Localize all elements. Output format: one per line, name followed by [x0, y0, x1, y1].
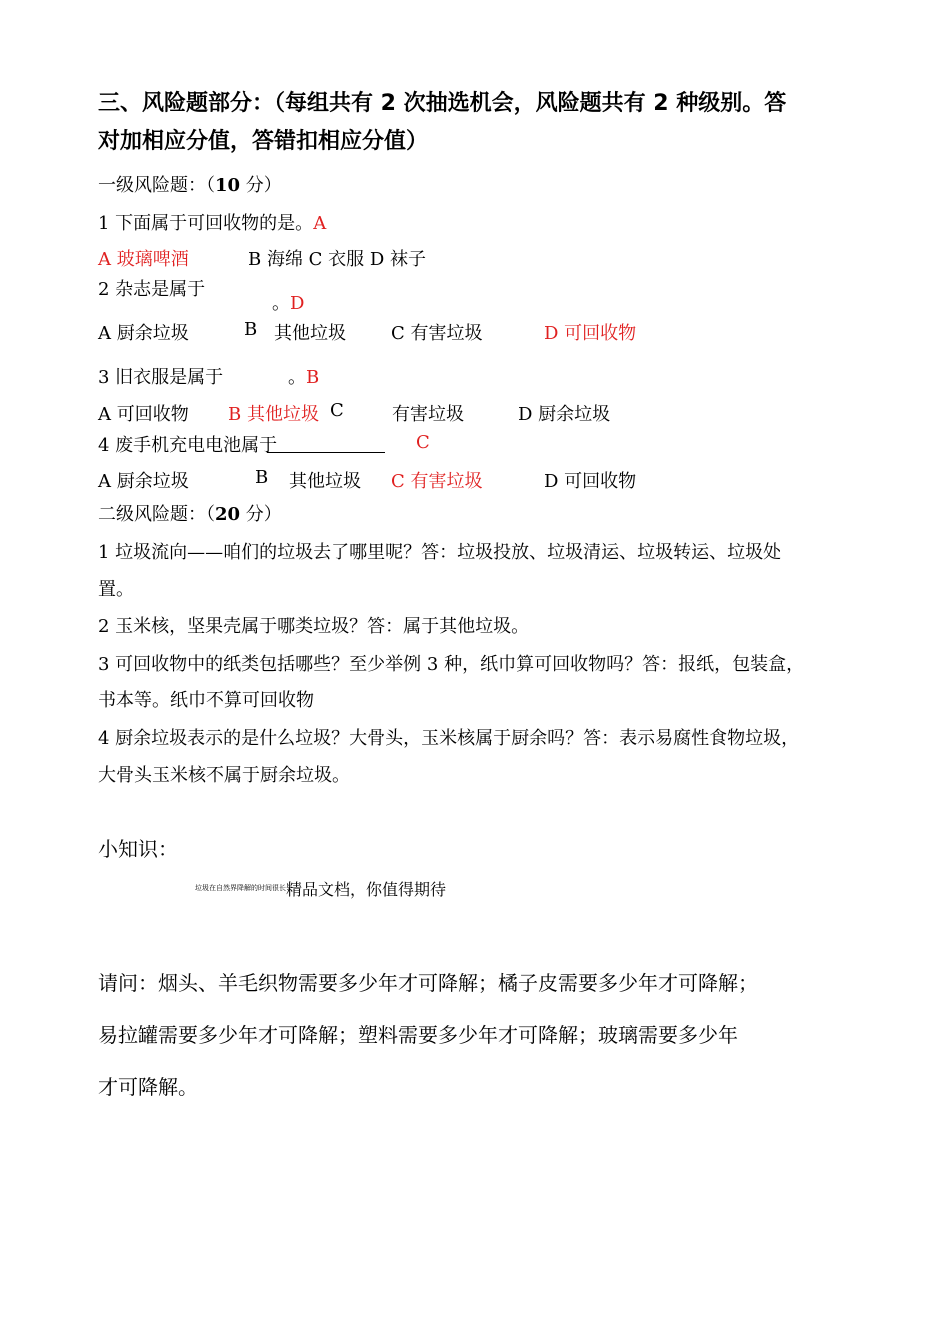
l2-q2-line1: 2 玉米核，坚果壳属于哪类垃圾？答：属于其他垃圾。 — [98, 616, 530, 637]
level2-label-end: 分） — [240, 504, 282, 525]
l1-q4-option-d: D 可回收物 — [544, 471, 637, 492]
l1-q2-option-c: C 有害垃圾 — [391, 323, 483, 344]
l1-q1-option-a: A 玻璃啤酒 — [98, 249, 189, 270]
tips-question-line2: 易拉罐需要多少年才可降解；塑料需要多少年才可降解；玻璃需要多少年 — [98, 1023, 738, 1047]
l2-q4-line2: 大骨头玉米核不属于厨余垃圾。 — [98, 765, 350, 786]
l1-q3-answer: B — [306, 367, 320, 388]
section-title-line1: 三、风险题部分：（每组共有 2 次抽选机会，风险题共有 2 种级别。答 — [98, 91, 787, 116]
l1-q1-question: 1 下面属于可回收物的是。 — [98, 213, 314, 234]
l1-q4-answer: C — [416, 432, 430, 453]
tips-question-line1: 请问：烟头、羊毛织物需要多少年才可降解；橘子皮需要多少年才可降解； — [98, 971, 758, 995]
l1-q3-option-a: A 可回收物 — [98, 404, 189, 425]
l1-q3-option-c: 有害垃圾 — [392, 404, 464, 425]
l1-q1-options-rest: B 海绵 C 衣服 D 袜子 — [248, 249, 427, 270]
level2-heading — [98, 500, 282, 526]
l1-q3-option-c-letter: C — [330, 400, 344, 421]
l1-q4-blank-line — [267, 434, 385, 453]
l1-q2-answer-line — [272, 289, 304, 315]
level2-points: 20 — [215, 504, 241, 525]
watermark-text: 精品文档，你值得期待 — [286, 880, 447, 899]
l1-q2-answer: D — [290, 293, 305, 314]
l1-q2-option-a: A 厨余垃圾 — [98, 323, 189, 344]
tips-question-line3: 才可降解。 — [98, 1075, 198, 1099]
l1-q2-text: 2 杂志是属于 — [98, 279, 206, 300]
l1-q2-option-d: D 可回收物 — [544, 323, 637, 344]
l1-q4-option-b-letter: B — [255, 467, 269, 488]
l2-q3-line1: 3 可回收物中的纸类包括哪些？至少举例 3 种，纸巾算可回收物吗？答：报纸，包装盒， — [98, 654, 805, 675]
level2-label: 二级风险题：（ — [98, 504, 215, 525]
l1-q3-answer-prefix: 。 — [288, 367, 306, 388]
l2-q4-line1: 4 厨余垃圾表示的是什么垃圾？大骨头，玉米核属于厨余吗？答：表示易腐性食物垃圾， — [98, 728, 800, 749]
l1-q2-option-b: 其他垃圾 — [274, 323, 346, 344]
l1-q4-option-c: C 有害垃圾 — [391, 471, 483, 492]
l1-q2-answer-prefix: 。 — [272, 293, 290, 314]
l1-q1-text — [98, 209, 326, 235]
l2-q3-line2: 书本等。纸巾不算可回收物 — [98, 690, 314, 711]
l1-q1-answer: A — [313, 213, 327, 234]
level1-label: 一级风险题：（ — [98, 175, 215, 196]
l2-q1-line2: 置。 — [98, 579, 134, 600]
level1-heading — [98, 171, 282, 197]
l1-q3-option-b: B 其他垃圾 — [228, 404, 319, 425]
l1-q3-text: 3 旧衣服是属于 — [98, 367, 224, 388]
l2-q1-line1: 1 垃圾流向——咱们的垃圾去了哪里呢？答：垃圾投放、垃圾清运、垃圾转运、垃圾处 — [98, 542, 782, 563]
l1-q4-text: 4 废手机充电电池属于 — [98, 435, 278, 456]
l1-q3-answer-line — [288, 363, 319, 389]
tips-label: 小知识： — [98, 837, 178, 861]
section-title-line2: 对加相应分值，答错扣相应分值） — [98, 129, 429, 154]
tips-tiny-text: 垃圾在自然界降解的时间很长： — [195, 884, 293, 892]
l1-q4-option-a: A 厨余垃圾 — [98, 471, 189, 492]
l1-q2-option-b-letter: B — [244, 319, 258, 340]
l1-q3-option-d: D 厨余垃圾 — [518, 404, 611, 425]
level1-label-end: 分） — [240, 175, 282, 196]
l1-q4-option-b: 其他垃圾 — [289, 471, 361, 492]
level1-points: 10 — [215, 175, 241, 196]
